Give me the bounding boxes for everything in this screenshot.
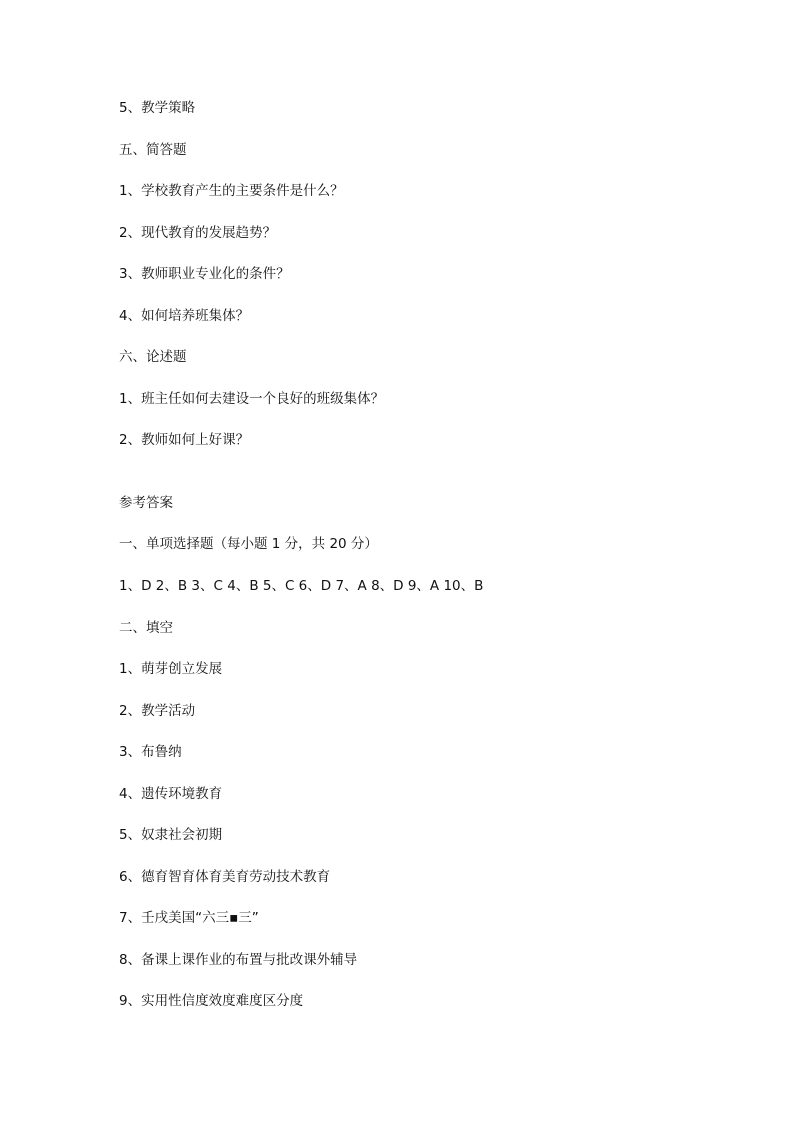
text-line: 4、如何培养班集体？ — [119, 308, 250, 324]
answer-title: 参考答案 — [119, 495, 173, 511]
section-heading: 一、单项选择题（每小题 1 分，共 20 分） — [119, 536, 378, 552]
text-line: 2、教师如何上好课？ — [119, 432, 250, 448]
text-line: 2、教学活动 — [119, 703, 196, 719]
text-line: 1、班主任如何去建设一个良好的班级集体？ — [119, 391, 385, 407]
section-heading: 五、简答题 — [119, 142, 187, 158]
text-line: 3、布鲁纳 — [119, 744, 182, 760]
text-line: 3、教师职业专业化的条件？ — [119, 266, 290, 282]
text-line: 1、D 2、B 3、C 4、B 5、C 6、D 7、A 8、D 9、A 10、B — [119, 578, 484, 594]
text-line: 7、壬戌美国“六三▪三” — [119, 910, 259, 926]
text-line: 5、奴隶社会初期 — [119, 827, 223, 843]
text-line: 4、遗传环境教育 — [119, 786, 223, 802]
text-line: 6、德育智育体育美育劳动技术教育 — [119, 869, 331, 885]
text-line: 2、现代教育的发展趋势？ — [119, 225, 277, 241]
text-line: 9、实用性信度效度难度区分度 — [119, 993, 304, 1009]
section-heading: 二、填空 — [119, 620, 173, 636]
text-line: 8、备课上课作业的布置与批改课外辅导 — [119, 952, 358, 968]
text-line: 1、学校教育产生的主要条件是什么？ — [119, 183, 344, 199]
text-line: 1、萌芽创立发展 — [119, 661, 223, 677]
text-line: 5、教学策略 — [119, 100, 196, 116]
section-heading: 六、论述题 — [119, 349, 187, 365]
